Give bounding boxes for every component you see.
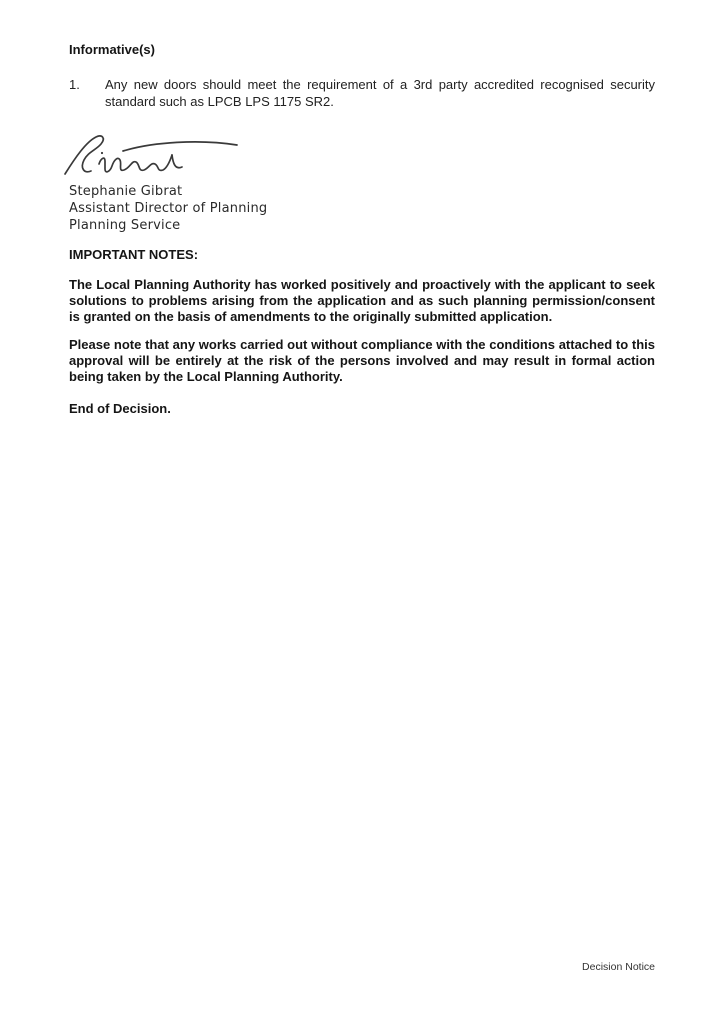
signature-area bbox=[61, 130, 655, 178]
informative-item-text: Any new doors should meet the requirement of a 3rd party accredited recognised security standard such as LPCB LPS 1175 SR2. bbox=[105, 77, 655, 109]
informative-item bbox=[69, 76, 655, 110]
important-notes-paragraph-1: The Local Planning Authority has worked positively and proactively with the applicant to seek solutions to problems arising from the application and as such planning permission/consent is granted on the basis of amendments to the originally submitted application. bbox=[69, 277, 655, 324]
signatory-block bbox=[69, 183, 655, 234]
signatory-job-title: Assistant Director of Planning bbox=[69, 201, 268, 216]
signatory-name: Stephanie Gibrat bbox=[69, 184, 183, 199]
document-body bbox=[69, 42, 655, 417]
handwritten-signature-icon bbox=[61, 130, 245, 178]
signatory-department: Planning Service bbox=[69, 218, 181, 233]
informative-item-number: 1. bbox=[69, 77, 80, 92]
end-of-decision-text: End of Decision. bbox=[69, 401, 171, 416]
important-notes-heading: IMPORTANT NOTES: bbox=[69, 247, 199, 262]
informatives-heading: Informative(s) bbox=[69, 42, 155, 57]
important-notes-paragraph-2: Please note that any works carried out without compliance with the conditions attached to this approval will be entirely at the risk of the persons involved and may result in formal action being taken by the Local Planning Authority. bbox=[69, 337, 655, 384]
footer-document-label: Decision Notice bbox=[582, 961, 655, 973]
